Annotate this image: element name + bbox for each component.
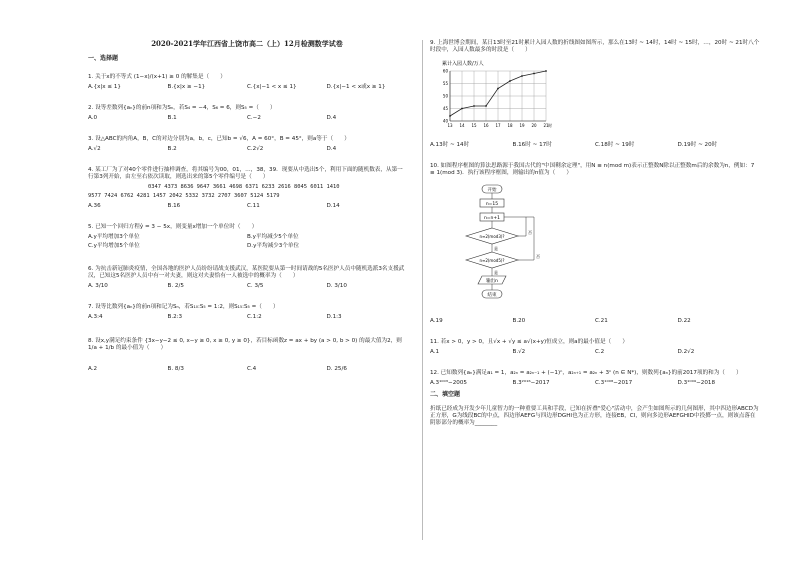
chart-x-tick-label: 13 bbox=[447, 122, 453, 128]
option: A.3:4 bbox=[88, 313, 103, 320]
chart-point bbox=[497, 88, 499, 90]
option: B. 8/3 bbox=[167, 366, 184, 373]
flow-loop-1 bbox=[504, 217, 526, 236]
options-1 bbox=[88, 84, 406, 91]
flowchart bbox=[460, 184, 570, 309]
question-9: 9. 上海世博会期间，某日13时至21时累计入园人数的折线图如图所示，那么在13时 ~ 14时，14时 ~ 15时，…，20时 ~ 21时八个时段中，入园人数最多的时段是（ ） bbox=[430, 40, 760, 53]
option: C.11 bbox=[247, 202, 260, 209]
chart-y-tick-label: 60 bbox=[442, 68, 448, 74]
chart-x-axis-label: 时 bbox=[548, 122, 552, 128]
chart-point bbox=[485, 105, 487, 107]
chart-x-tick-label: 15 bbox=[471, 122, 477, 128]
chart-x-tick-label: 17 bbox=[495, 122, 501, 128]
question-12: 12. 已知数列{aₙ}满足a₁ = 1，a₂ₙ = a₂ₙ₋₁ + (−1)ⁿ，a₂ₙ₊₁ = a₂ₙ + 3ⁿ (n ∈ N*)，则数列{aₙ}的前2017项的和为（ ） bbox=[430, 369, 742, 376]
question-13 bbox=[430, 406, 760, 427]
page-title: 2020-2021学年江西省上饶市高二（上）12月检测数学试卷 bbox=[151, 39, 343, 48]
option: B.2 bbox=[167, 146, 177, 153]
option: B. 2/5 bbox=[167, 282, 184, 289]
chart-y-tick-label: 40 bbox=[442, 118, 448, 124]
option: B.{x|x ≥ −1} bbox=[167, 84, 206, 91]
options-12 bbox=[430, 380, 760, 387]
question-8: 8. 设x,y满足约束条件 {3x−y−2 ≤ 0, x−y ≥ 0, x ≥ 0, y ≥ 0}，若目标函数z = ax + by (a > 0, b > 0) 的最大值为2，则 1/a + 1/b 的最小值为（ ） bbox=[88, 338, 402, 352]
option: D.22 bbox=[677, 317, 691, 324]
flow-no-2: 否 bbox=[536, 253, 540, 259]
option: C.18时 ~ 19时 bbox=[595, 141, 635, 148]
option: A.13时 ~ 14时 bbox=[430, 141, 470, 148]
option: A.2 bbox=[88, 366, 98, 373]
options-11 bbox=[430, 349, 760, 356]
flow-output: 输出n bbox=[486, 278, 498, 284]
option: D. 3/10 bbox=[326, 282, 347, 289]
question-10: 10. 如图程序框图的算法思路源于我国古代的"中国剩余定理"，用N ≡ n(mod m)表示正整数N除以正整数m后的余数为n，例如：7 ≡ 1(mod 3)．执行该程序框图，则输出的n值为（ ） bbox=[430, 162, 755, 176]
option: D.19时 ~ 20时 bbox=[677, 141, 718, 148]
option: A. 3/10 bbox=[88, 282, 108, 289]
options-7 bbox=[88, 314, 406, 321]
flow-yes-1: 是 bbox=[494, 245, 498, 251]
option: C.2 bbox=[595, 348, 605, 355]
option: D. 25/6 bbox=[326, 366, 347, 373]
chart-x-tick-label: 20 bbox=[531, 122, 537, 128]
chart-x-tick-label: 18 bbox=[507, 122, 513, 128]
chart-y-tick-label: 50 bbox=[442, 93, 448, 99]
option: B.1 bbox=[167, 115, 177, 122]
option: D.2√2 bbox=[677, 348, 695, 355]
flow-init: n=15 bbox=[485, 201, 499, 207]
flow-cond2: n≡2(mod5)? bbox=[479, 257, 505, 263]
option: B.3²⁰¹⁶−2017 bbox=[512, 379, 550, 386]
option: D.14 bbox=[326, 202, 340, 209]
flow-step: n=n+1 bbox=[483, 215, 501, 221]
flow-end: 结束 bbox=[487, 292, 497, 298]
flow-cond1: n≡2(mod3)? bbox=[479, 233, 505, 239]
option: C.4 bbox=[247, 366, 257, 373]
option: B.16 bbox=[167, 202, 181, 209]
chart-y-tick-label: 45 bbox=[442, 105, 448, 111]
option: D.4 bbox=[326, 115, 337, 122]
flow-start: 开始 bbox=[487, 187, 497, 193]
question-2: 2. 设等差数列{aₙ}的前n项和为Sₙ，若S₄ = −4，S₆ = 6，则S₅ =（ ） bbox=[88, 105, 276, 112]
option: D.y平均减少3个单位 bbox=[247, 242, 300, 249]
option: B.16时 ~ 17时 bbox=[512, 141, 552, 148]
option: D.4 bbox=[326, 146, 337, 153]
chart-x-tick-label: 16 bbox=[483, 122, 489, 128]
left-column bbox=[88, 40, 406, 387]
question-5: 5. 已知一个回归方程ŷ = 3 − 5x，则变量x增加一个单位时（ ） bbox=[88, 223, 258, 230]
option: B.20 bbox=[512, 317, 526, 324]
option: B.√2 bbox=[512, 348, 526, 355]
chart-point bbox=[461, 108, 463, 110]
option: C.21 bbox=[595, 317, 608, 324]
option: A.19 bbox=[430, 317, 443, 324]
column-divider bbox=[422, 40, 423, 540]
option: D.{x|−1 < x或x ≥ 1} bbox=[326, 84, 386, 91]
chart-point bbox=[521, 75, 523, 77]
option: D.1:3 bbox=[326, 313, 342, 320]
option: C.1:2 bbox=[247, 313, 262, 320]
option: A.√2 bbox=[88, 146, 101, 153]
flow-yes-2: 是 bbox=[494, 269, 498, 275]
chart-point bbox=[533, 73, 535, 75]
option: C.3¹⁰⁰⁸−2017 bbox=[595, 379, 633, 386]
question-6: 6. 为抗击新冠肺炎疫情，全国各地的医护人员纷纷请战支援武汉，某医院要从第一时间请战的5名医护人员中随机选派3名支援武汉，已知这5名医护人员中有一对夫妻，则这对夫妻恰有一人被选中的概率为（ ） bbox=[88, 265, 405, 279]
chart-x-tick-label: 19 bbox=[519, 122, 525, 128]
option: A.y平均增加3个单位 bbox=[88, 233, 140, 240]
options-9 bbox=[430, 142, 760, 149]
question-7: 7. 设等比数列{aₙ}的前n项和记为Sₙ，若S₁₀:S₅ = 1:2，则S₁₅:S₅ =（ ） bbox=[88, 303, 279, 310]
question-3: 3. 设△ABC的内角A，B，C的对边分别为a，b，c，已知b = √6，A = 60°，B = 45°，则a等于（ ） bbox=[88, 136, 350, 143]
option: A.36 bbox=[88, 202, 101, 209]
options-2 bbox=[88, 115, 406, 122]
option: C.−2 bbox=[247, 115, 261, 122]
option: C.2√2 bbox=[247, 146, 264, 153]
right-column bbox=[430, 40, 760, 430]
option: A.{x|x ≤ 1} bbox=[88, 84, 121, 91]
option: B.y平均减少5个单位 bbox=[247, 233, 299, 240]
option: C.{x|−1 < x ≤ 1} bbox=[247, 84, 297, 91]
options-8 bbox=[88, 366, 406, 373]
options-4 bbox=[88, 203, 406, 210]
chart-x-tick-label: 14 bbox=[459, 122, 465, 128]
section-heading-fill: 二、填空题 bbox=[430, 390, 461, 398]
flow-no-1: 否 bbox=[528, 229, 532, 235]
option: C.y平均增加5个单位 bbox=[88, 242, 140, 249]
option: A.0 bbox=[88, 115, 98, 122]
chart-point bbox=[473, 105, 475, 107]
question-4: 4. 某工厂为了对40个零件进行抽样调查，将其编号为00，01，…，38，39．现要从中选出5个，利用下面的随机数表，从第一行第3列开始，由左至右依次读取，则选出来的第5个零件编号是（ ） bbox=[88, 167, 403, 181]
random-number-row-2: 9577 7424 6762 4281 1457 2042 5332 3732 2707 3607 5124 5179 bbox=[88, 192, 280, 199]
chart-point bbox=[509, 80, 511, 82]
option: D.3¹⁰⁰⁹−2018 bbox=[677, 379, 716, 386]
chart-x-tick-label: 21 bbox=[543, 122, 549, 128]
option: A.1 bbox=[430, 348, 440, 355]
options-6 bbox=[88, 283, 406, 290]
options-10 bbox=[430, 318, 760, 325]
answer-blank: ________ bbox=[474, 420, 498, 427]
question-13-text: 折纸已经成为开发少年儿童智力的一种重要工具和手段，已知在折叠"爱心"活动中，会产生如图所示的几何图形，其中四边形ABCD为正方形，G为线段BC的中点，四边形AEFG与四边形DGHI也为正方形，连接EB，CI，则向多边形AEFGHID中投掷一点，则该点落在阴影部分的概率为 bbox=[430, 406, 759, 427]
options-5 bbox=[88, 234, 406, 252]
chart-point bbox=[545, 70, 547, 72]
option: C. 3/5 bbox=[247, 282, 264, 289]
chart-title: 累计入园人数/万人 bbox=[442, 60, 484, 67]
random-number-row-1: 0347 4373 8636 9647 3661 4698 6371 6233 2616 8045 6011 1410 bbox=[148, 184, 340, 191]
chart-point bbox=[449, 115, 451, 117]
line-chart bbox=[434, 59, 554, 131]
options-3 bbox=[88, 146, 406, 153]
option: B.2:3 bbox=[167, 313, 183, 320]
question-1: 1. 关于x的不等式 (1−x)/(x+1) ≥ 0 的解集是（ ） bbox=[88, 74, 226, 81]
question-11: 11. 若x > 0，y > 0，且√x + √y ≤ a√(x+y)恒成立，则a的最小值是（ ） bbox=[430, 338, 628, 345]
section-heading-choice: 一、选择题 bbox=[88, 54, 119, 62]
option: A.3¹⁰⁰³−2005 bbox=[430, 379, 467, 386]
chart-y-tick-label: 55 bbox=[442, 80, 448, 86]
